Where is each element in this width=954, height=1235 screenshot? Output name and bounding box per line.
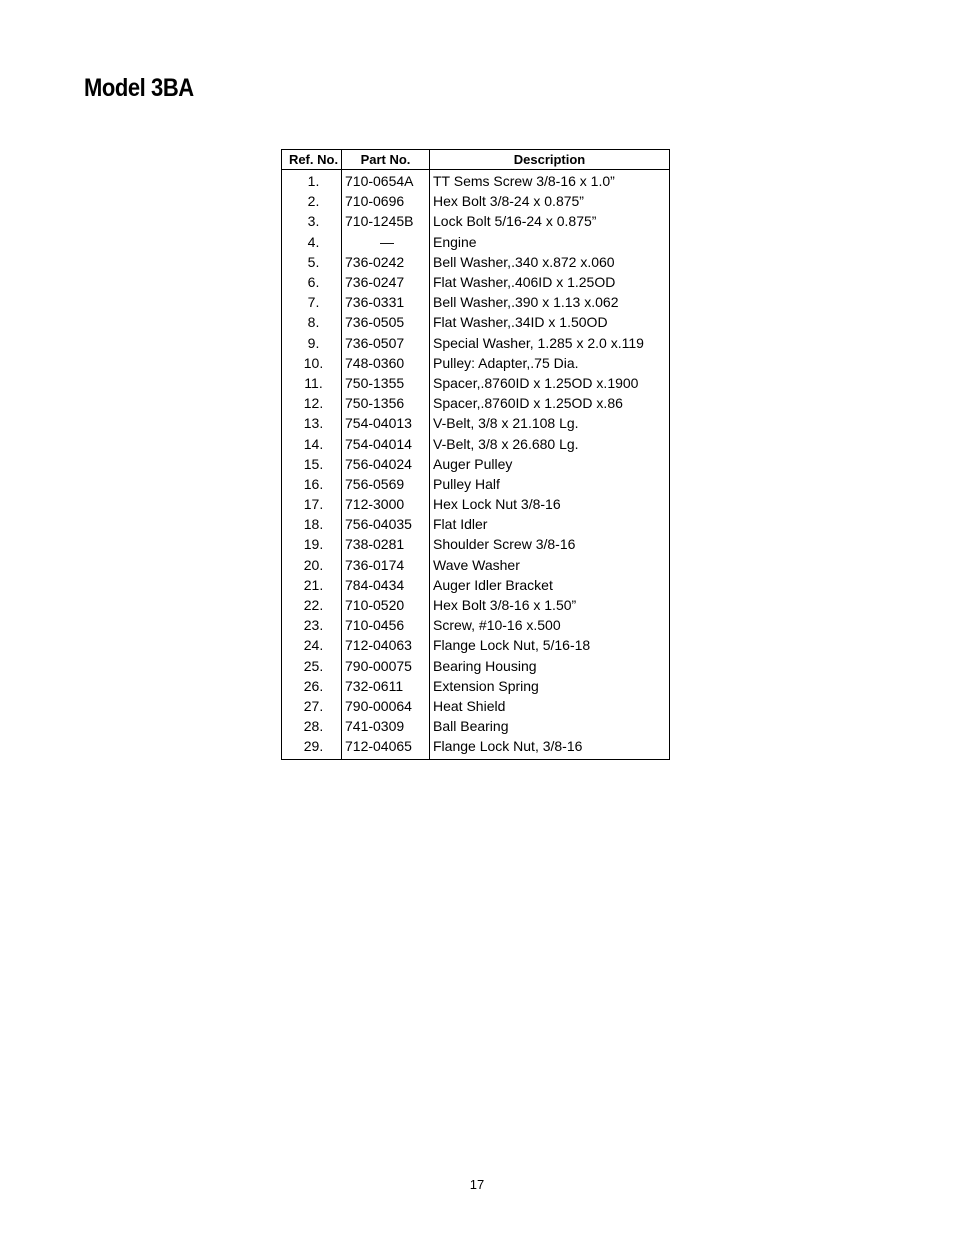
part-no-cell: 736-0331 [342, 292, 430, 312]
ref-no-cell: 27. [303, 697, 324, 714]
description-cell: Shoulder Screw 3/8-16 [430, 534, 670, 554]
part-no-cell: 784-0434 [342, 575, 430, 595]
part-no-cell: 750-1355 [342, 373, 430, 393]
ref-no-cell: 15. [303, 455, 324, 472]
ref-no-cell: 5. [307, 253, 320, 270]
table-row [282, 373, 670, 393]
ref-no-cell: 23. [303, 617, 324, 634]
part-no-cell: 738-0281 [342, 534, 430, 554]
header-ref-no: Ref. No. [282, 150, 342, 170]
description-cell: Auger Idler Bracket [430, 575, 670, 595]
description-cell: Wave Washer [430, 555, 670, 575]
ref-no-cell: 9. [307, 334, 320, 351]
table-row [282, 333, 670, 353]
description-cell: Pulley Half [430, 474, 670, 494]
ref-no-cell: 3. [307, 213, 320, 230]
part-no-cell: 712-3000 [342, 494, 430, 514]
description-cell: Flange Lock Nut, 5/16-18 [430, 635, 670, 655]
ref-no-cell: 26. [303, 677, 324, 694]
ref-no-cell: 18. [303, 516, 324, 533]
parts-table-body [282, 170, 670, 760]
description-cell: Flat Washer,.34ID x 1.50OD [430, 312, 670, 332]
table-row [282, 656, 670, 676]
table-row [282, 232, 670, 252]
ref-no-cell: 13. [303, 415, 324, 432]
part-no-cell: 712-04065 [342, 736, 430, 760]
description-cell: Bell Washer,.390 x 1.13 x.062 [430, 292, 670, 312]
part-no-cell: 790-00064 [342, 696, 430, 716]
table-row [282, 433, 670, 453]
part-no-cell: 756-04035 [342, 514, 430, 534]
ref-no-cell: 7. [307, 294, 320, 311]
description-cell: Special Washer, 1.285 x 2.0 x.119 [430, 333, 670, 353]
description-cell: Auger Pulley [430, 454, 670, 474]
parts-table [281, 149, 670, 760]
table-row [282, 676, 670, 696]
description-cell: Hex Bolt 3/8-24 x 0.875” [430, 191, 670, 211]
description-cell: Spacer,.8760ID x 1.25OD x.86 [430, 393, 670, 413]
description-cell: Hex Lock Nut 3/8-16 [430, 494, 670, 514]
part-no-cell: — [342, 232, 430, 252]
table-row [282, 252, 670, 272]
table-row [282, 474, 670, 494]
part-no-cell: 736-0507 [342, 333, 430, 353]
part-no-cell: 710-0654A [342, 170, 430, 192]
part-no-cell: 754-04014 [342, 433, 430, 453]
ref-no-cell: 14. [303, 435, 324, 452]
table-row [282, 454, 670, 474]
part-no-cell: 736-0242 [342, 252, 430, 272]
part-no-cell: 710-0520 [342, 595, 430, 615]
table-row [282, 312, 670, 332]
table-row [282, 191, 670, 211]
description-cell: Extension Spring [430, 676, 670, 696]
description-cell: Flat Washer,.406ID x 1.25OD [430, 272, 670, 292]
description-cell: Bell Washer,.340 x.872 x.060 [430, 252, 670, 272]
part-no-cell: 756-04024 [342, 454, 430, 474]
description-cell: Flange Lock Nut, 3/8-16 [430, 736, 670, 760]
ref-no-cell: 6. [307, 274, 320, 291]
description-cell: Spacer,.8760ID x 1.25OD x.1900 [430, 373, 670, 393]
header-description: Description [430, 150, 670, 170]
description-cell: Hex Bolt 3/8-16 x 1.50” [430, 595, 670, 615]
table-row [282, 413, 670, 433]
description-cell: Lock Bolt 5/16-24 x 0.875” [430, 211, 670, 231]
description-cell: Bearing Housing [430, 656, 670, 676]
ref-no-cell: 17. [303, 496, 324, 513]
part-no-cell: 790-00075 [342, 656, 430, 676]
ref-no-cell: 21. [303, 576, 324, 593]
ref-no-cell: 1. [307, 173, 320, 190]
description-cell: Screw, #10-16 x.500 [430, 615, 670, 635]
description-cell: V-Belt, 3/8 x 21.108 Lg. [430, 413, 670, 433]
ref-no-cell: 10. [303, 354, 324, 371]
table-row [282, 595, 670, 615]
description-cell: V-Belt, 3/8 x 26.680 Lg. [430, 433, 670, 453]
part-no-cell: 710-0456 [342, 615, 430, 635]
table-row [282, 575, 670, 595]
part-no-cell: 741-0309 [342, 716, 430, 736]
table-row [282, 170, 670, 192]
part-no-cell: 750-1356 [342, 393, 430, 413]
table-row [282, 514, 670, 534]
table-row [282, 716, 670, 736]
ref-no-cell: 19. [303, 536, 324, 553]
part-no-cell: 710-1245B [342, 211, 430, 231]
part-no-cell: 736-0174 [342, 555, 430, 575]
table-header-row [282, 150, 670, 170]
ref-no-cell: 16. [303, 475, 324, 492]
description-cell: Ball Bearing [430, 716, 670, 736]
table-row [282, 494, 670, 514]
part-no-cell: 712-04063 [342, 635, 430, 655]
ref-no-cell: 8. [307, 314, 320, 331]
part-no-cell: 732-0611 [342, 676, 430, 696]
table-row [282, 736, 670, 760]
table-row [282, 211, 670, 231]
part-no-cell: 736-0247 [342, 272, 430, 292]
description-cell: Heat Shield [430, 696, 670, 716]
description-cell: Pulley: Adapter,.75 Dia. [430, 353, 670, 373]
table-row [282, 615, 670, 635]
table-row [282, 696, 670, 716]
ref-no-cell: 4. [307, 233, 320, 250]
description-cell: Flat Idler [430, 514, 670, 534]
table-row [282, 534, 670, 554]
part-no-cell: 736-0505 [342, 312, 430, 332]
part-no-cell: 748-0360 [342, 353, 430, 373]
ref-no-cell: 22. [303, 597, 324, 614]
table-row [282, 272, 670, 292]
part-no-cell: 710-0696 [342, 191, 430, 211]
ref-no-cell: 24. [303, 637, 324, 654]
ref-no-cell: 2. [307, 193, 320, 210]
table-row [282, 635, 670, 655]
part-no-cell: 754-04013 [342, 413, 430, 433]
ref-no-cell: 11. [304, 374, 323, 391]
table-row [282, 393, 670, 413]
ref-no-cell: 28. [303, 718, 324, 735]
ref-no-cell: 29. [303, 738, 324, 755]
table-row [282, 353, 670, 373]
ref-no-cell: 25. [303, 657, 324, 674]
description-cell: Engine [430, 232, 670, 252]
page-number: 17 [469, 1177, 485, 1192]
header-part-no: Part No. [342, 150, 430, 170]
ref-no-cell: 12. [303, 395, 324, 412]
part-no-cell: 756-0569 [342, 474, 430, 494]
ref-no-cell: 20. [303, 556, 324, 573]
description-cell: TT Sems Screw 3/8-16 x 1.0” [430, 170, 670, 192]
table-row [282, 555, 670, 575]
page-title: Model 3BA [84, 74, 194, 102]
table-row [282, 292, 670, 312]
